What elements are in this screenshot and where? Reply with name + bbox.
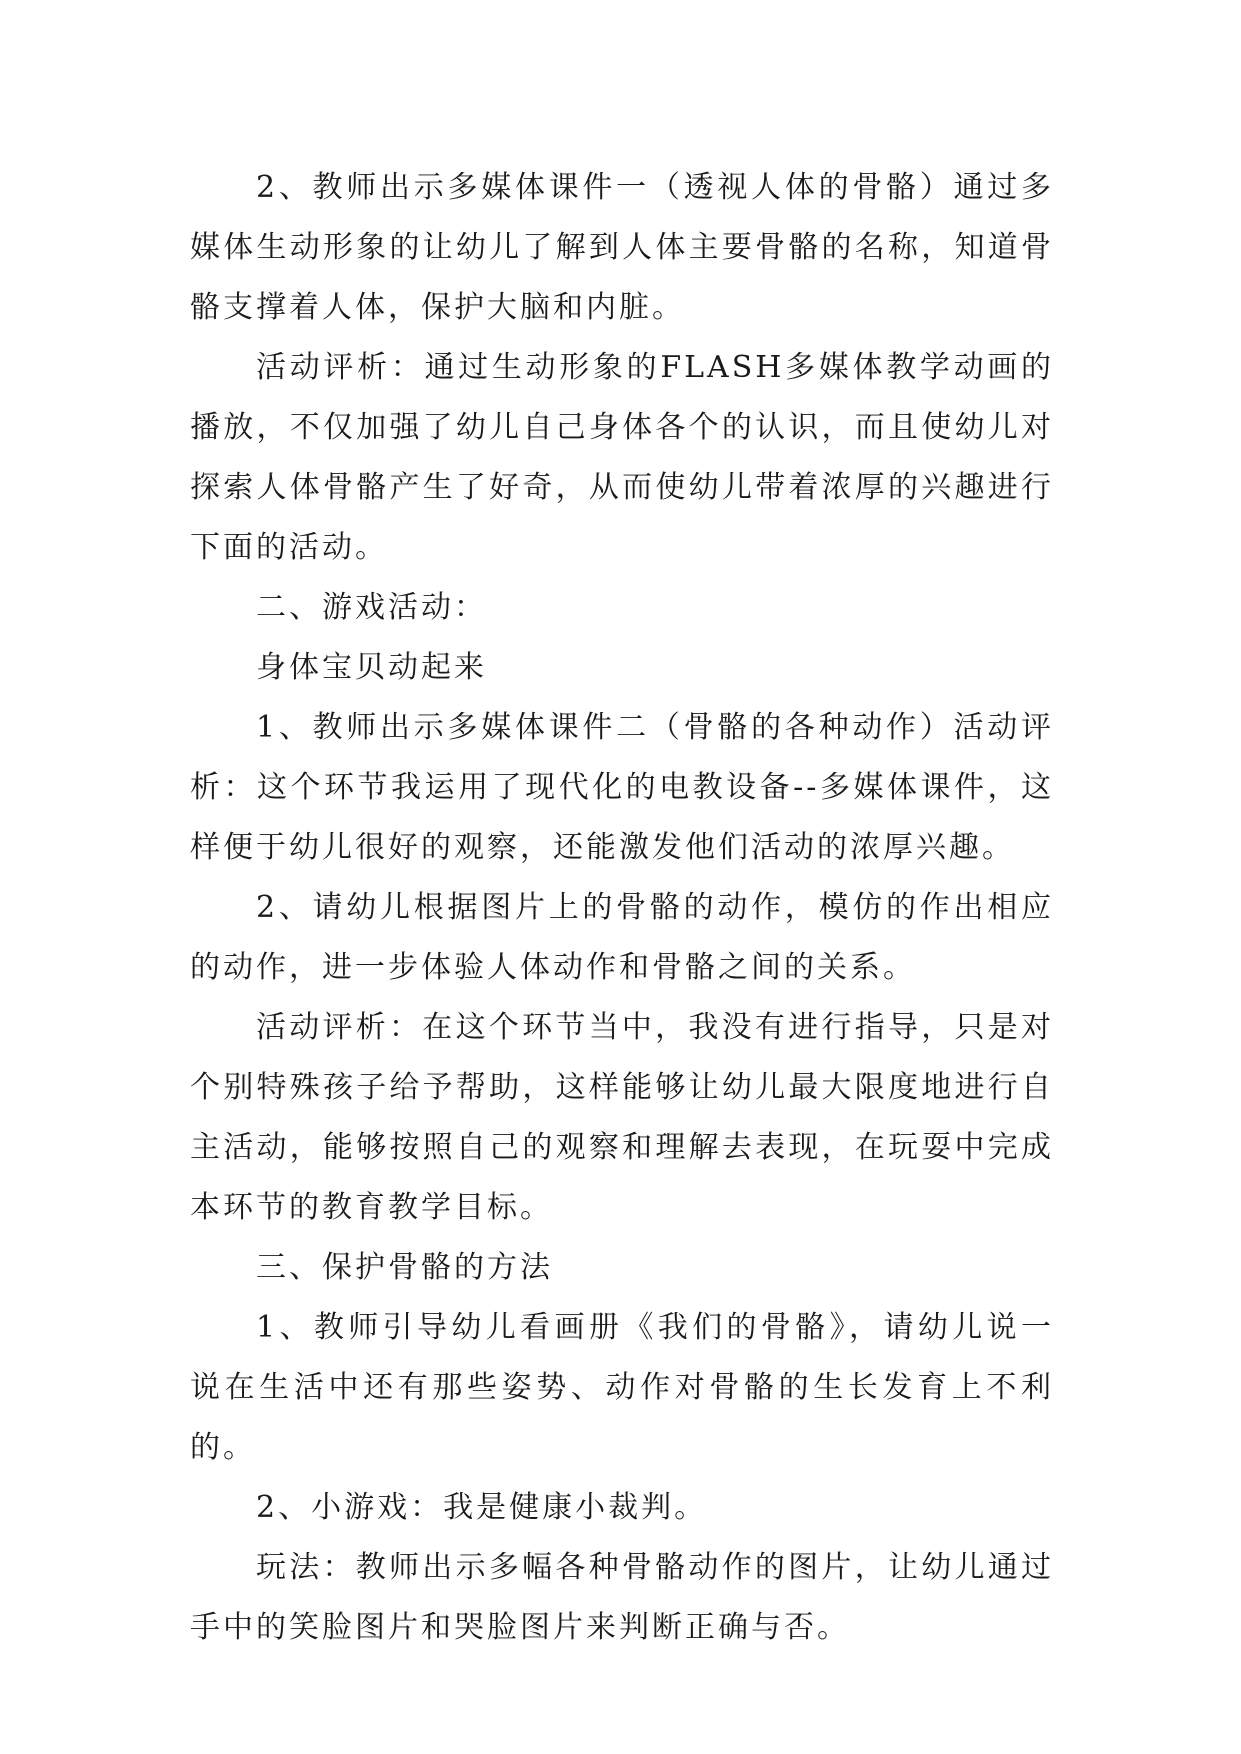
paragraph-mini-game: 2、小游戏：我是健康小裁判。 [256, 1490, 708, 1525]
paragraph-activity-analysis-flash: 活动评析：通过生动形象的FLASH多媒体教学动画的播放，不仅加强了幼儿自己身体各个的认识，而且使幼儿对探索人体骨骼产生了好奇，从而使幼儿带着浓厚的兴趣进行下面的活动。 [190, 350, 1054, 565]
document-body [190, 158, 1054, 1658]
paragraph-imitate-actions: 2、请幼儿根据图片上的骨骼的动作，模仿的作出相应的动作，进一步体验人体动作和骨骼之间的关系。 [190, 890, 1054, 985]
paragraph-courseware-two: 1、教师出示多媒体课件二（骨骼的各种动作）活动评析：这个环节我运用了现代化的电教设备--多媒体课件，这样便于幼儿很好的观察，还能激发他们活动的浓厚兴趣。 [190, 710, 1054, 865]
subheading-body-move: 身体宝贝动起来 [256, 650, 487, 685]
paragraph-courseware-one: 2、教师出示多媒体课件一（透视人体的骨骼）通过多媒体生动形象的让幼儿了解到人体主要骨骼的名称，知道骨骼支撑着人体，保护大脑和内脏。 [190, 170, 1054, 325]
heading-game-activity: 二、游戏活动： [256, 590, 487, 625]
paragraph-activity-analysis-autonomy: 活动评析：在这个环节当中，我没有进行指导，只是对个别特殊孩子给予帮助，这样能够让幼儿最大限度地进行自主活动，能够按照自己的观察和理解去表现，在玩耍中完成本环节的教育教学目标。 [190, 1010, 1054, 1225]
heading-protect-bones: 三、保护骨骼的方法 [256, 1250, 553, 1285]
paragraph-game-rules: 玩法：教师出示多幅各种骨骼动作的图片，让幼儿通过手中的笑脸图片和哭脸图片来判断正确与否。 [190, 1550, 1054, 1645]
paragraph-picture-book: 1、教师引导幼儿看画册《我们的骨骼》，请幼儿说一说在生活中还有那些姿势、动作对骨骼的生长发育上不利的。 [190, 1310, 1054, 1465]
